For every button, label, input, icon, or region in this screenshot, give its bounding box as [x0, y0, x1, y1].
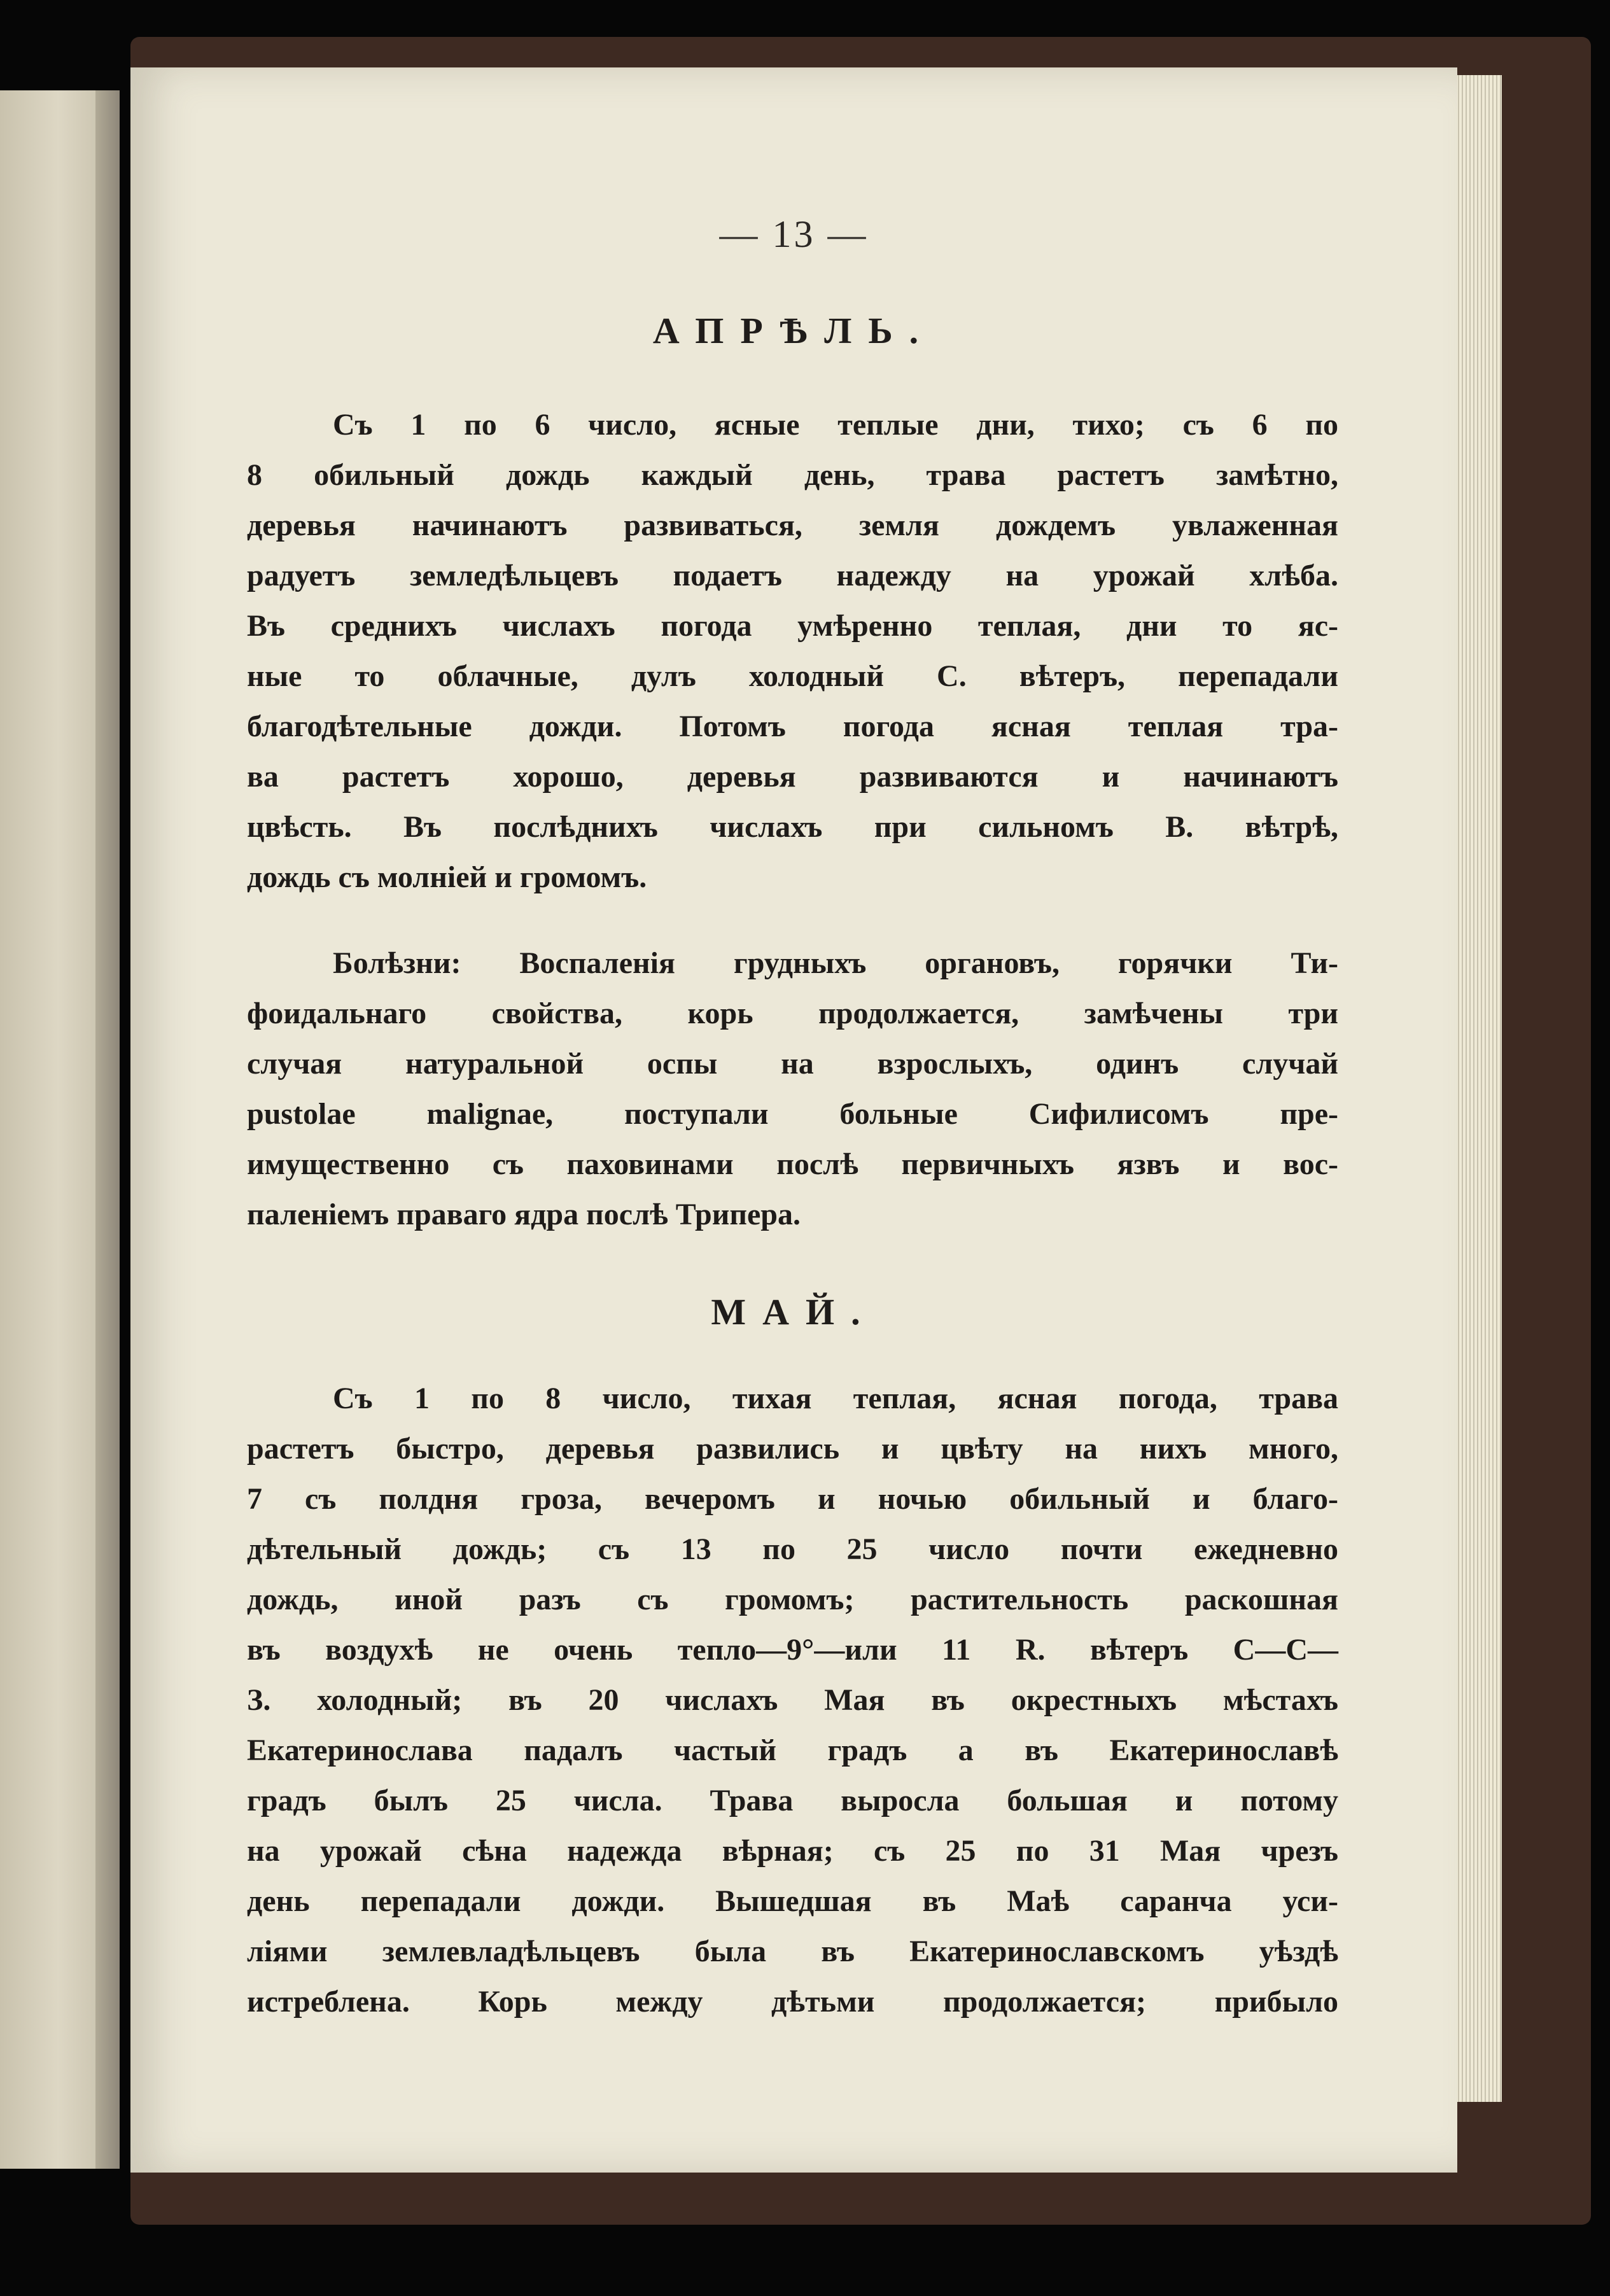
text-line: 8 обильный дождь каждый день, трава растетъ замѣтно,	[247, 458, 1338, 492]
april-disease-paragraph	[247, 938, 1338, 1240]
text-line: имущественно съ паховинами послѣ первичныхъ язвъ и вос-	[247, 1147, 1338, 1181]
text-line: pustolae malignae, поступали больные Сифилисомъ пре-	[247, 1097, 1338, 1131]
text-line: градъ былъ 25 числа. Трава выросла большая и потому	[247, 1784, 1338, 1817]
text-line: Екатеринослава падалъ частый градъ а въ Екатеринославѣ	[247, 1733, 1338, 1767]
text-line: день перепадали дожди. Вышедшая въ Маѣ саранча уси-	[247, 1884, 1338, 1918]
april-weather-paragraph	[247, 400, 1338, 902]
text-line: Болѣзни: Воспаленія грудныхъ органовъ, горячки Ти-	[333, 946, 1338, 980]
text-line: благодѣтельные дожди. Потомъ погода ясная теплая тра-	[247, 710, 1338, 743]
text-line: З. холодный; въ 20 числахъ Мая въ окрестныхъ мѣстахъ	[247, 1683, 1338, 1717]
page-number: — 13 —	[719, 213, 869, 255]
text-line: паленіемъ праваго ядра послѣ Трипера.	[247, 1198, 801, 1231]
section-heading-may: МАЙ.	[711, 1291, 877, 1333]
text-line: фоидальнаго свойства, корь продолжается, замѣчены три	[247, 997, 1338, 1030]
book-gutter	[95, 90, 120, 2169]
text-line: дѣтельный дождь; съ 13 по 25 число почти ежедневно	[247, 1532, 1338, 1566]
text-line: ва растетъ хорошо, деревья развиваются и начинаютъ	[247, 760, 1338, 794]
section-heading-april: АПРѢЛЬ.	[652, 310, 935, 351]
may-paragraph	[247, 1373, 1338, 2027]
text-line: дождь съ молніей и громомъ.	[247, 860, 647, 894]
text-line: ліями землевладѣльцевъ была въ Екатеринославскомъ уѣздѣ	[247, 1935, 1338, 1968]
text-line: 7 съ полдня гроза, вечеромъ и ночью обильный и благо-	[247, 1482, 1338, 1516]
text-line: Въ среднихъ числахъ погода умѣренно теплая, дни то яс-	[247, 609, 1338, 643]
text-line: ные то облачные, дулъ холодный С. вѣтеръ, перепадали	[247, 659, 1338, 693]
text-line: радуетъ земледѣльцевъ подаетъ надежду на урожай хлѣба.	[247, 559, 1338, 592]
book-page	[130, 67, 1457, 2173]
text-line: Съ 1 по 8 число, тихая теплая, ясная погода, трава	[333, 1382, 1338, 1415]
text-line: Съ 1 по 6 число, ясные теплые дни, тихо; съ 6 по	[333, 408, 1338, 442]
text-line: случая натуральной оспы на взрослыхъ, одинъ случай	[247, 1047, 1338, 1081]
text-line: истреблена. Корь между дѣтьми продолжается; прибыло	[247, 1985, 1338, 2019]
text-line: на урожай сѣна надежда вѣрная; съ 25 по 31 Мая чрезъ	[247, 1834, 1338, 1868]
text-line: дождь, иной разъ съ громомъ; растительность раскошная	[247, 1583, 1338, 1616]
text-line: деревья начинаютъ развиваться, земля дождемъ увлаженная	[247, 508, 1338, 542]
text-line: цвѣсть. Въ послѣднихъ числахъ при сильномъ В. вѣтрѣ,	[247, 810, 1338, 844]
text-line: въ воздухѣ не очень тепло—9°—или 11 R. вѣтеръ С—С—	[247, 1633, 1338, 1667]
text-line: растетъ быстро, деревья развились и цвѣту на нихъ много,	[247, 1432, 1338, 1466]
